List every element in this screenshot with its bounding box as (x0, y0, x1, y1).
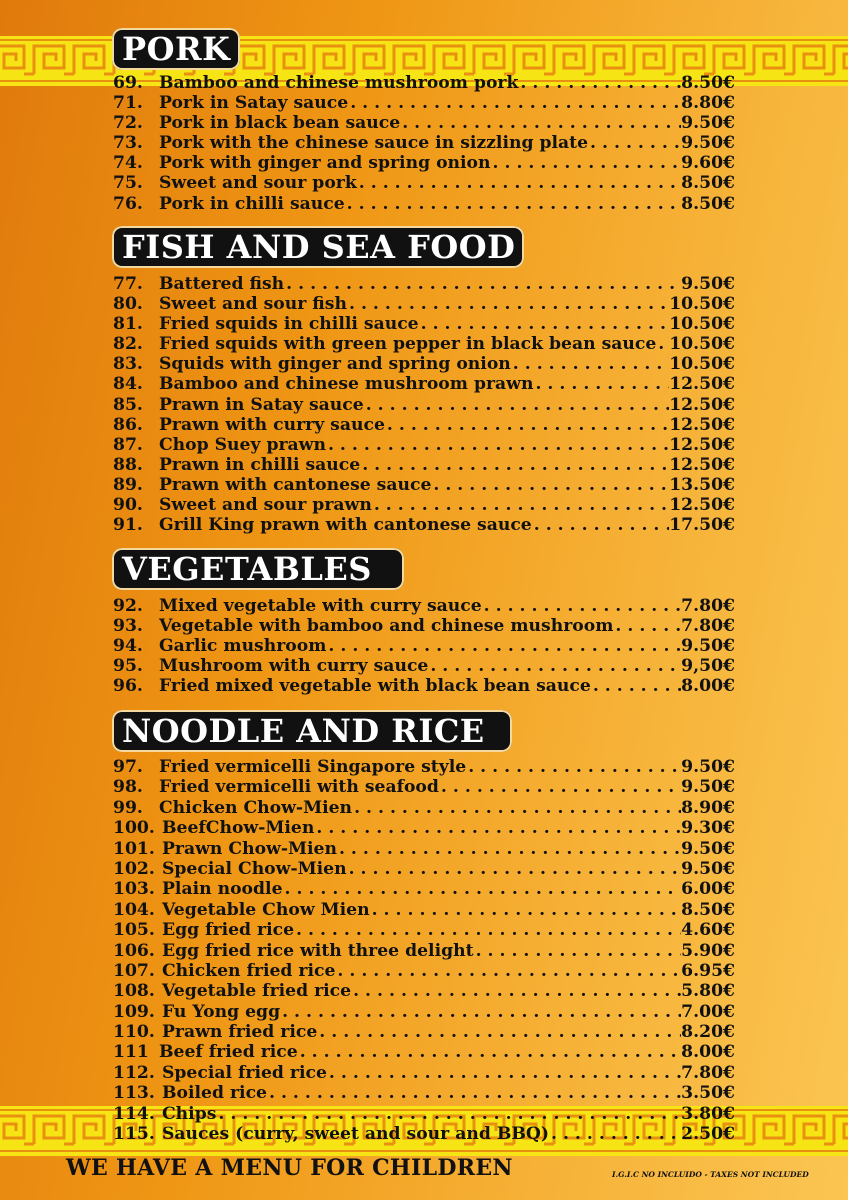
item-name: Fried mixed vegetable with black bean sauce (159, 676, 591, 697)
item-price: 5.90€ (681, 940, 735, 961)
item-name: Prawn with curry sauce (159, 414, 385, 435)
item-name: Prawn in Satay sauce (159, 394, 364, 415)
menu-item (113, 173, 735, 193)
item-name: Sauces (curry, sweet and sour and BBQ) (162, 1124, 549, 1145)
menu-item (113, 616, 735, 636)
menu-item (113, 314, 735, 334)
item-price: 8.90€ (681, 797, 735, 818)
children-menu-note: WE HAVE A MENU FOR CHILDREN (66, 1155, 513, 1181)
menu-item (113, 73, 735, 93)
item-number: 74. (113, 153, 143, 174)
item-number: 104. (113, 899, 155, 920)
dot-leader (352, 798, 681, 818)
menu-item (113, 941, 735, 961)
item-name: Pork with ginger and spring onion (159, 153, 491, 174)
menu-item-list (113, 274, 735, 535)
menu-item (113, 1124, 735, 1144)
item-name: Chicken fried rice (162, 960, 336, 981)
item-name: Bamboo and chinese mushroom pork (159, 73, 519, 93)
item-name: Sweet and sour fish (159, 294, 347, 315)
item-price: 8.50€ (681, 173, 735, 194)
menu-item (113, 839, 735, 859)
item-number: 83. (113, 354, 143, 375)
item-price: 10.50€ (669, 334, 735, 355)
dot-leader (326, 636, 681, 656)
menu-item (113, 818, 735, 838)
menu-item (113, 757, 735, 777)
dot-leader (419, 314, 670, 334)
menu-item (113, 395, 735, 415)
dot-leader (372, 495, 669, 515)
item-number: 69. (113, 73, 143, 93)
menu-item (113, 961, 735, 981)
dot-leader (351, 981, 681, 1001)
menu-item (113, 777, 735, 797)
item-price: 2.50€ (681, 1124, 735, 1145)
dot-leader (348, 93, 681, 113)
item-price: 9.50€ (681, 858, 735, 879)
item-name: Beef fried rice (159, 1042, 298, 1063)
dot-leader (326, 435, 669, 455)
dot-leader (364, 395, 670, 415)
menu-item (113, 334, 735, 354)
item-price: 13.50€ (669, 474, 735, 495)
item-number: 84. (113, 374, 143, 395)
item-number: 73. (113, 133, 143, 154)
menu-item-list (113, 596, 735, 696)
item-name: Pork in Satay sauce (159, 93, 349, 114)
item-number: 107. (113, 960, 155, 981)
dot-leader (549, 1124, 681, 1144)
menu-item (113, 455, 735, 475)
item-number: 91. (113, 515, 143, 536)
item-number: 89. (113, 474, 143, 495)
dot-leader (613, 616, 681, 636)
dot-leader (474, 941, 682, 961)
menu-item (113, 920, 735, 940)
item-price: 9.50€ (681, 113, 735, 134)
dot-leader (588, 133, 681, 153)
item-price: 12.50€ (669, 434, 735, 455)
item-name: Sweet and sour prawn (159, 495, 372, 516)
menu-item (113, 1002, 735, 1022)
item-name: Vegetable Chow Mien (162, 899, 370, 920)
item-number: 101. (113, 838, 155, 859)
item-name: Prawn in chilli sauce (159, 454, 361, 475)
item-number: 92. (113, 596, 143, 616)
item-name: Bamboo and chinese mushroom prawn (159, 374, 534, 395)
item-number: 75. (113, 173, 143, 194)
dot-leader (317, 1022, 681, 1042)
menu-item (113, 636, 735, 656)
item-number: 99. (113, 797, 143, 818)
item-price: 3.80€ (681, 1103, 735, 1124)
item-name: Prawn Chow-Mien (162, 838, 337, 859)
dot-leader (284, 274, 681, 294)
dot-leader (400, 113, 681, 133)
item-price: 10.50€ (669, 314, 735, 335)
menu-item (113, 859, 735, 879)
item-price: 8.50€ (681, 73, 735, 93)
item-price: 6.95€ (681, 960, 735, 981)
item-number: 95. (113, 656, 143, 677)
item-name: Mushroom with curry sauce (159, 656, 429, 677)
item-price: 8.00€ (681, 1042, 735, 1063)
menu-item (113, 1083, 735, 1103)
item-name: Egg fried rice (162, 920, 295, 941)
dot-leader (314, 818, 681, 838)
dot-leader (656, 334, 669, 354)
item-price: 5.80€ (681, 981, 735, 1002)
item-price: 9.60€ (681, 153, 735, 174)
item-price: 8.00€ (681, 676, 735, 697)
item-name: Grill King prawn with cantonese sauce (159, 515, 532, 536)
item-name: Vegetable with bamboo and chinese mushroom (159, 616, 614, 637)
item-name: Fried vermicelli with seafood (159, 777, 439, 798)
item-number: 113. (113, 1083, 155, 1104)
item-name: Special fried rice (162, 1062, 327, 1083)
menu-item (113, 656, 735, 676)
dot-leader (267, 1083, 681, 1103)
dot-leader (216, 1104, 681, 1124)
item-price: 9.50€ (681, 133, 735, 154)
item-name: BeefChow-Mien (162, 818, 315, 839)
item-number: 71. (113, 93, 143, 114)
menu-item (113, 113, 735, 133)
dot-leader (298, 1042, 681, 1062)
dot-leader (533, 374, 669, 394)
menu-item (113, 274, 735, 294)
dot-leader (335, 961, 681, 981)
dot-leader (327, 1063, 681, 1083)
dot-leader (347, 294, 669, 314)
item-name: Prawn with cantonese sauce (159, 474, 432, 495)
item-price: 7.80€ (681, 596, 735, 616)
dot-leader (385, 415, 669, 435)
dot-leader (370, 900, 682, 920)
menu-item-list (113, 73, 735, 214)
item-number: 112. (113, 1062, 155, 1083)
menu-item (113, 374, 735, 394)
dot-leader (431, 475, 669, 495)
item-price: 12.50€ (669, 454, 735, 475)
item-number: 72. (113, 113, 143, 134)
menu-item (113, 194, 735, 214)
dot-leader (337, 839, 681, 859)
item-number: 115. (113, 1124, 155, 1145)
item-number: 110. (113, 1022, 155, 1043)
item-name: Fu Yong egg (162, 1001, 281, 1022)
item-number: 86. (113, 414, 143, 435)
item-name: Chips (162, 1103, 217, 1124)
item-number: 93. (113, 616, 143, 637)
menu-item (113, 879, 735, 899)
item-name: Garlic mushroom (159, 636, 327, 657)
section-header: VEGETABLES (112, 548, 404, 590)
item-price: 9,50€ (681, 656, 735, 677)
item-price: 10.50€ (669, 354, 735, 375)
item-name: Fried squids with green pepper in black bean sauce (159, 334, 657, 355)
menu-item (113, 93, 735, 113)
item-name: Mixed vegetable with curry sauce (159, 596, 482, 616)
item-price: 8.20€ (681, 1022, 735, 1043)
item-number: 114. (113, 1103, 155, 1124)
section-header: FISH AND SEA FOOD (112, 226, 524, 268)
menu-item (113, 435, 735, 455)
item-name: Plain noodle (162, 879, 283, 900)
item-number: 102. (113, 858, 155, 879)
item-price: 17.50€ (669, 515, 735, 536)
item-number: 85. (113, 394, 143, 415)
item-price: 9.50€ (681, 757, 735, 777)
section-header: NOODLE AND RICE (112, 710, 512, 752)
tax-note: I.G.I.C NO INCLUIDO - TAXES NOT INCLUDED (612, 1170, 809, 1179)
item-number: 108. (113, 981, 155, 1002)
dot-leader (591, 676, 681, 696)
item-price: 12.50€ (669, 414, 735, 435)
item-number: 82. (113, 334, 143, 355)
item-number: 98. (113, 777, 143, 798)
item-number: 109. (113, 1001, 155, 1022)
item-name: Chicken Chow-Mien (159, 797, 353, 818)
item-number: 94. (113, 636, 143, 657)
menu-item (113, 900, 735, 920)
menu-item (113, 133, 735, 153)
item-price: 8.50€ (681, 193, 735, 214)
dot-leader (294, 920, 681, 940)
dot-leader (347, 859, 682, 879)
item-name: Prawn fried rice (162, 1022, 318, 1043)
dot-leader (280, 1002, 681, 1022)
item-price: 9.50€ (681, 838, 735, 859)
dot-leader (482, 596, 682, 616)
item-price: 8.50€ (681, 899, 735, 920)
item-price: 7.80€ (681, 1062, 735, 1083)
item-number: 77. (113, 274, 143, 294)
dot-leader (360, 455, 669, 475)
item-number: 80. (113, 294, 143, 315)
menu-item (113, 415, 735, 435)
item-name: Squids with ginger and spring onion (159, 354, 511, 375)
dot-leader (466, 757, 681, 777)
item-price: 3.50€ (681, 1083, 735, 1104)
dot-leader (532, 515, 669, 535)
item-number: 81. (113, 314, 143, 335)
item-number: 106. (113, 940, 155, 961)
item-price: 7.80€ (681, 616, 735, 637)
item-name: Pork in black bean sauce (159, 113, 401, 134)
item-price: 12.50€ (669, 374, 735, 395)
item-name: Chop Suey prawn (159, 434, 326, 455)
menu-item (113, 596, 735, 616)
item-price: 9.50€ (681, 636, 735, 657)
dot-leader (518, 73, 681, 93)
dot-leader (345, 194, 682, 214)
item-number: 100. (113, 818, 155, 839)
dot-leader (283, 879, 682, 899)
menu-item (113, 294, 735, 314)
item-number: 96. (113, 676, 143, 697)
item-number: 105. (113, 920, 155, 941)
item-price: 4.60€ (681, 920, 735, 941)
item-price: 10.50€ (669, 294, 735, 315)
menu-item (113, 475, 735, 495)
item-price: 9.50€ (681, 777, 735, 798)
menu-item (113, 153, 735, 173)
menu-item (113, 1022, 735, 1042)
menu-item (113, 1104, 735, 1124)
item-number: 88. (113, 454, 143, 475)
item-number: 76. (113, 193, 143, 214)
menu-item (113, 981, 735, 1001)
menu-item (113, 1063, 735, 1083)
item-number: 90. (113, 495, 143, 516)
item-name: Egg fried rice with three delight (162, 940, 474, 961)
item-name: Vegetable fried rice (162, 981, 352, 1002)
item-price: 6.00€ (681, 879, 735, 900)
item-name: Fried vermicelli Singapore style (159, 757, 467, 777)
menu-item-list (113, 757, 735, 1144)
item-name: Pork with the chinese sauce in sizzling plate (159, 133, 589, 154)
dot-leader (491, 153, 682, 173)
item-price: 8.80€ (681, 93, 735, 114)
item-name: Pork in chilli sauce (159, 193, 345, 214)
item-name: Special Chow-Mien (162, 858, 347, 879)
item-name: Fried squids in chilli sauce (159, 314, 419, 335)
menu-item (113, 515, 735, 535)
item-number: 103. (113, 879, 155, 900)
item-number: 97. (113, 757, 143, 777)
item-number: 111 (113, 1042, 149, 1063)
item-name: Battered fish (159, 274, 285, 294)
menu-item (113, 354, 735, 374)
menu-item (113, 798, 735, 818)
dot-leader (428, 656, 681, 676)
item-price: 7.00€ (681, 1001, 735, 1022)
menu-item (113, 676, 735, 696)
item-price: 9.50€ (681, 274, 735, 294)
item-name: Sweet and sour pork (159, 173, 357, 194)
item-name: Boiled rice (162, 1083, 267, 1104)
item-price: 12.50€ (669, 394, 735, 415)
item-number: 87. (113, 434, 143, 455)
dot-leader (511, 354, 669, 374)
menu-item (113, 1042, 735, 1062)
menu-item (113, 495, 735, 515)
item-price: 9.30€ (681, 818, 735, 839)
item-price: 12.50€ (669, 495, 735, 516)
section-header: PORK (112, 28, 240, 70)
dot-leader (439, 777, 681, 797)
dot-leader (357, 173, 681, 193)
